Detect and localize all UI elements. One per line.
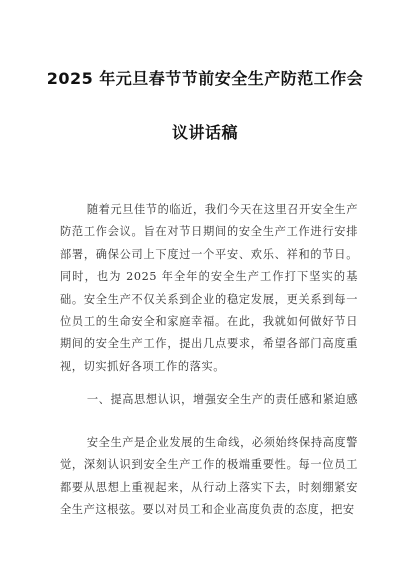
document-title-line-2: 议讲话稿 <box>171 123 238 142</box>
section-heading: 一、提高思想认识，增强安全生产的责任感和紧迫感 <box>86 393 358 406</box>
section-paragraph: 安全生产是企业发展的生命线，必须始终保持高度警觉，深刻认识到安全生产工作的极端重要性。每一位员工都要从思想上重视起来，从行动上落实下去，时刻绷紧安全生产这根弦。要以对员工和企业高度负责的态度，把安 <box>60 436 358 517</box>
document-title-line-1: 2025 年元旦春节节前安全生产防范工作会 <box>46 69 364 88</box>
intro-paragraph: 随着元旦佳节的临近，我们今天在这里召开安全生产防范工作会议。旨在对节日期间的安全生产工作进行安排部署，确保公司上下度过一个平安、欢乐、祥和的节日。同时，也为 2025 年全年的安全生产工作打下坚实的基础。安全生产不仅关系到企业的稳定发展，更关系到每一位员工的生命安全和家庭幸福。在此，我就如何做好节日期间的安全生产工作，提出几点要求，希望各部门高度重视，切实抓好各项工作的落实。 <box>60 203 358 373</box>
